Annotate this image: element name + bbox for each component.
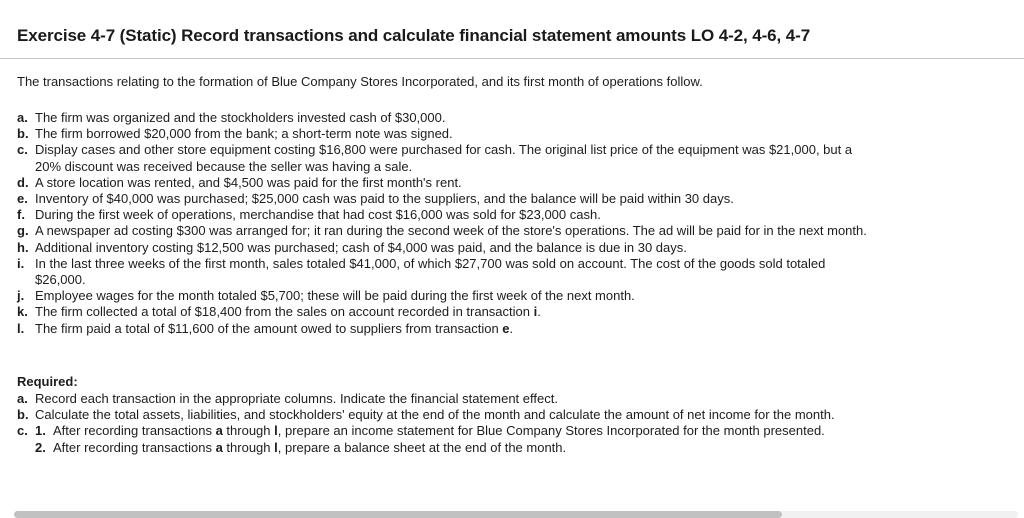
item-text-part: . (509, 320, 514, 336)
transaction-ref: a (215, 439, 223, 455)
required-subitem (35, 423, 877, 439)
transaction-item (17, 240, 877, 256)
item-label: c. (17, 423, 28, 439)
item-label: c. (17, 142, 28, 158)
subitem-text-part: through (222, 423, 275, 439)
required-c-subitems (35, 423, 877, 455)
required-item-c (17, 423, 877, 455)
subitem-text-part: After recording transactions (53, 439, 216, 455)
required-item-b (17, 407, 877, 423)
subitem-text-part: through (222, 439, 275, 455)
transaction-item (17, 110, 877, 126)
item-text-part: . (537, 304, 541, 320)
subitem-text-part: , prepare a balance sheet at the end of the month. (277, 439, 567, 455)
transaction-item (17, 175, 877, 191)
item-label: i. (17, 255, 25, 271)
item-text: Employee wages for the month totaled $5,700; these will be paid during the first week of the next month. (35, 288, 635, 304)
transaction-item (17, 223, 877, 239)
exercise-title: Exercise 4-7 (Static) Record transactions and calculate financial statement amounts LO 4-2, 4-6, 4-7 (17, 26, 811, 45)
item-text: During the first week of operations, merchandise that had cost $16,000 was sold for $23,000 cash. (35, 207, 601, 223)
item-label: f. (17, 207, 25, 223)
transaction-ref: a (215, 423, 223, 439)
transaction-item (17, 288, 877, 304)
transaction-item (17, 142, 877, 174)
transaction-item (17, 304, 877, 320)
item-label: b. (17, 126, 29, 142)
subitem-text-part: , prepare an income statement for Blue Company Stores Incorporated for the month presented. (277, 423, 825, 439)
title-divider (0, 58, 1024, 59)
subitem-text (53, 423, 825, 439)
transaction-item (17, 207, 877, 223)
required-list (17, 391, 877, 456)
item-text: In the last three weeks of the first month, sales totaled $41,000, of which $27,700 was sold on account. The cost of the goods sold totaled $26,000. (35, 255, 826, 288)
item-label: g. (17, 223, 29, 239)
item-text: Record each transaction in the appropriate columns. Indicate the financial statement effect. (35, 391, 558, 406)
transaction-ref: l (274, 439, 278, 455)
item-text-part: The firm collected a total of $18,400 from the sales on account recorded in transaction (35, 304, 534, 320)
item-label: l. (17, 320, 25, 336)
transaction-ref: e (502, 320, 510, 336)
transaction-ref: l (274, 423, 278, 439)
item-label: a. (17, 110, 28, 125)
item-label: e. (17, 191, 28, 207)
transaction-item (17, 191, 877, 207)
item-text-part: The firm paid a total of $11,600 of the amount owed to suppliers from transaction (35, 320, 503, 336)
item-text (35, 304, 877, 320)
intro-text: The transactions relating to the formation of Blue Company Stores Incorporated, and its first month of operations follow. (17, 74, 703, 89)
item-label: k. (17, 304, 28, 320)
item-text: Display cases and other store equipment costing $16,800 were purchased for cash. The original list price of the equipment was $21,000, but a 20% discount was received because the seller was having a sale. (35, 142, 853, 174)
item-label: d. (17, 174, 29, 190)
item-text (35, 321, 877, 337)
item-text: A newspaper ad costing $300 was arranged for; it ran during the second week of the store's operations. The ad will be paid for in the next month. (35, 223, 867, 239)
horizontal-scrollbar[interactable] (14, 511, 1018, 518)
item-text: A store location was rented, and $4,500 was paid for the first month's rent. (35, 174, 462, 190)
subitem-number: 2. (35, 439, 46, 455)
transaction-ref: i (533, 304, 538, 320)
item-text: Additional inventory costing $12,500 was purchased; cash of $4,000 was paid, and the balance is due in 30 days. (35, 239, 687, 255)
item-label: j. (17, 288, 25, 304)
transaction-list (17, 110, 877, 337)
item-label: h. (17, 239, 29, 255)
item-text: The firm borrowed $20,000 from the bank; a short-term note was signed. (35, 126, 453, 142)
item-text: Inventory of $40,000 was purchased; $25,000 cash was paid to the suppliers, and the balance will be paid within 30 days. (35, 191, 734, 207)
subitem-text (53, 440, 566, 456)
required-heading: Required: (17, 374, 78, 389)
transaction-item (17, 256, 877, 288)
item-label: b. (17, 407, 29, 423)
transaction-item (17, 126, 877, 142)
required-subitem (35, 440, 877, 456)
scrollbar-thumb[interactable] (14, 511, 782, 518)
item-label: a. (17, 391, 28, 406)
item-text: The firm was organized and the stockholders invested cash of $30,000. (35, 110, 446, 125)
transaction-item (17, 321, 877, 337)
subitem-text-part: After recording transactions (53, 423, 216, 439)
item-text: Calculate the total assets, liabilities, and stockholders' equity at the end of the month and calculate the amount of net income for the month. (35, 407, 835, 423)
required-item-a (17, 391, 877, 407)
subitem-number: 1. (35, 423, 46, 439)
